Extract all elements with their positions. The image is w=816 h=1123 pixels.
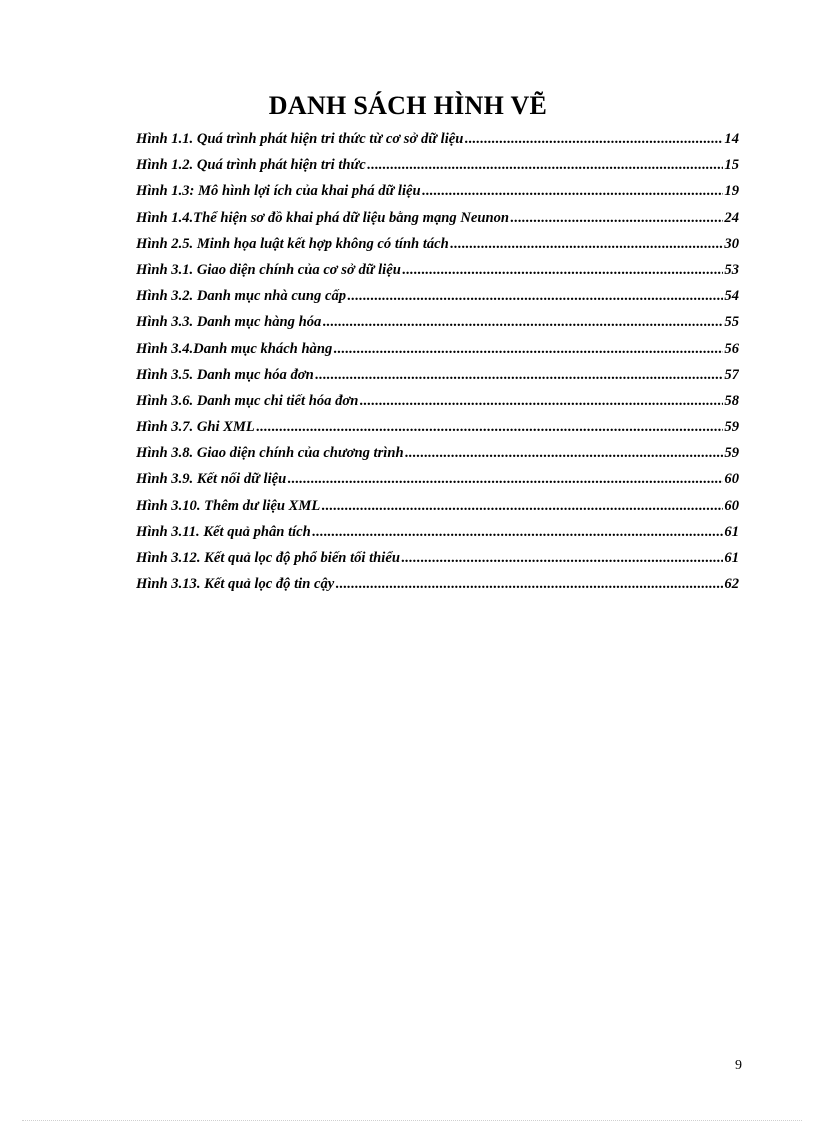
dot-leader bbox=[510, 210, 723, 227]
figure-page-number: 19 bbox=[724, 183, 739, 200]
dot-leader bbox=[450, 236, 724, 253]
figure-caption: Hình 3.5. Danh mục hóa đơn bbox=[136, 366, 314, 383]
figure-caption: Hình 1.2. Quá trình phát hiện tri thức bbox=[136, 157, 366, 174]
dot-leader bbox=[321, 498, 723, 515]
figure-caption: Hình 3.2. Danh mục nhà cung cấp bbox=[136, 288, 347, 305]
dot-leader bbox=[256, 419, 724, 436]
list-item[interactable] bbox=[136, 314, 739, 340]
figure-caption: Hình 3.3. Danh mục hàng hóa bbox=[136, 314, 322, 331]
dot-leader bbox=[405, 445, 724, 462]
list-item[interactable] bbox=[136, 288, 739, 314]
figure-page-number: 60 bbox=[724, 471, 739, 488]
figure-caption: Hình 3.11. Kết quả phân tích bbox=[136, 523, 311, 540]
dot-leader bbox=[347, 288, 723, 305]
list-item[interactable] bbox=[136, 550, 739, 576]
list-item[interactable] bbox=[136, 157, 739, 183]
page-bottom-divider bbox=[22, 1120, 802, 1121]
dot-leader bbox=[402, 262, 724, 279]
figure-page-number: 61 bbox=[724, 550, 739, 566]
figure-page-number: 62 bbox=[724, 576, 739, 593]
figure-caption: Hình 1.1. Quá trình phát hiện tri thức từ cơ sở dữ liệu bbox=[136, 131, 464, 147]
dot-leader bbox=[322, 314, 723, 331]
list-item[interactable] bbox=[136, 210, 739, 236]
figure-page-number: 24 bbox=[724, 209, 739, 226]
figure-caption: Hình 3.13. Kết quả lọc độ tin cậy bbox=[136, 576, 335, 593]
figure-caption: Hình 3.9. Kết nối dữ liệu bbox=[136, 471, 287, 488]
list-item[interactable] bbox=[136, 262, 739, 288]
figure-page-number: 53 bbox=[724, 261, 739, 278]
dot-leader bbox=[333, 341, 723, 358]
list-item[interactable] bbox=[136, 393, 739, 419]
figure-caption: Hình 3.6. Danh mục chi tiết hóa đơn bbox=[136, 392, 359, 409]
figure-page-number: 15 bbox=[724, 157, 739, 174]
list-item[interactable] bbox=[136, 445, 739, 471]
figure-caption: Hình 2.5. Minh họa luật kết hợp không có tính tách bbox=[136, 235, 449, 252]
figure-page-number: 56 bbox=[724, 340, 739, 357]
figure-page-number: 30 bbox=[724, 235, 739, 252]
dot-leader bbox=[359, 393, 723, 410]
figure-caption: Hình 3.4.Danh mục khách hàng bbox=[136, 340, 333, 357]
list-item[interactable] bbox=[136, 419, 739, 445]
page-number: 9 bbox=[735, 1058, 742, 1073]
figure-page-number: 14 bbox=[724, 131, 739, 147]
list-item[interactable] bbox=[136, 524, 739, 550]
list-item[interactable] bbox=[136, 236, 739, 262]
list-item[interactable] bbox=[136, 131, 739, 157]
dot-leader bbox=[315, 367, 724, 384]
list-item[interactable] bbox=[136, 367, 739, 393]
figure-page-number: 60 bbox=[724, 497, 739, 514]
figure-caption: Hình 3.7. Ghi XML bbox=[136, 419, 255, 436]
dot-leader bbox=[422, 183, 724, 200]
figure-page-number: 59 bbox=[724, 419, 739, 436]
figure-page-number: 58 bbox=[724, 392, 739, 409]
list-item[interactable] bbox=[136, 341, 739, 367]
dot-leader bbox=[464, 131, 723, 148]
figure-caption: Hình 3.12. Kết quả lọc độ phổ biến tối thiểu bbox=[136, 550, 400, 566]
figure-page-number: 59 bbox=[724, 445, 739, 462]
figure-list bbox=[136, 131, 739, 602]
page-title: DANH SÁCH HÌNH VẼ bbox=[268, 91, 548, 120]
figure-caption: Hình 1.3: Mô hình lợi ích của khai phá dữ liệu bbox=[136, 183, 421, 200]
figure-page-number: 55 bbox=[724, 314, 739, 331]
dot-leader bbox=[312, 524, 724, 541]
figure-page-number: 61 bbox=[724, 523, 739, 540]
list-item[interactable] bbox=[136, 576, 739, 602]
list-item[interactable] bbox=[136, 471, 739, 497]
dot-leader bbox=[367, 157, 724, 174]
dot-leader bbox=[401, 550, 723, 567]
figure-page-number: 57 bbox=[724, 366, 739, 383]
dot-leader bbox=[287, 471, 723, 488]
dot-leader bbox=[335, 576, 723, 593]
figure-caption: Hình 3.1. Giao diện chính của cơ sở dữ liệu bbox=[136, 261, 401, 278]
figure-caption: Hình 3.8. Giao diện chính của chương trình bbox=[136, 445, 404, 462]
figure-page-number: 54 bbox=[724, 288, 739, 305]
figure-caption: Hình 3.10. Thêm dư liệu XML bbox=[136, 497, 321, 514]
figure-caption: Hình 1.4.Thể hiện sơ đồ khai phá dữ liệu bằng mạng Neunon bbox=[136, 209, 509, 226]
list-item[interactable] bbox=[136, 183, 739, 209]
list-item[interactable] bbox=[136, 498, 739, 524]
